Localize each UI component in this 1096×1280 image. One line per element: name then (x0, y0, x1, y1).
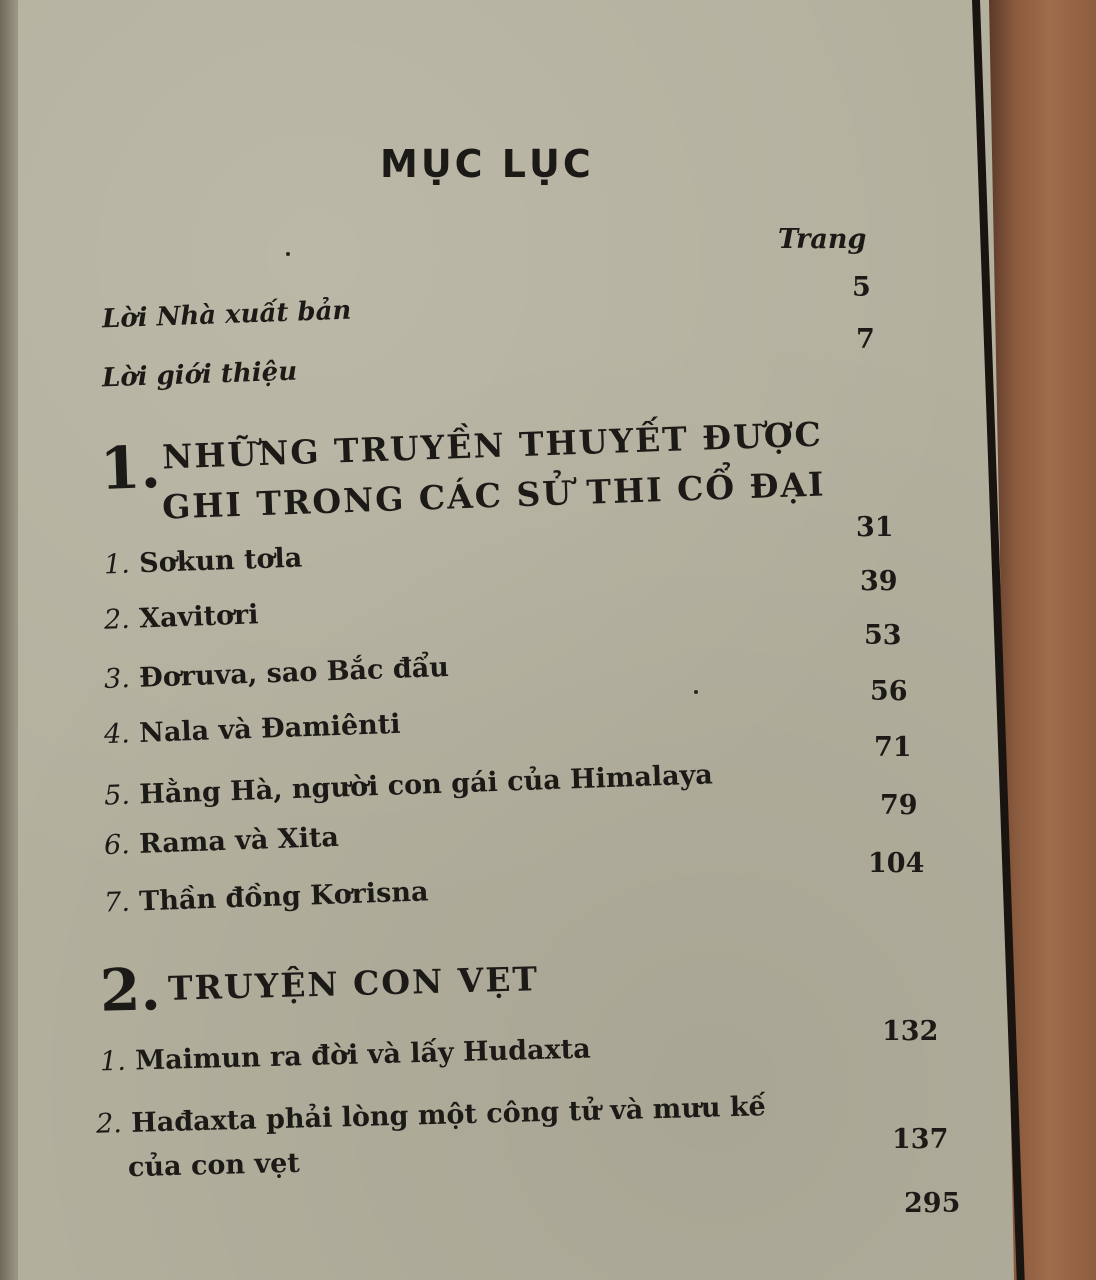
part-title-line1: TRUYỆN CON VẸT (167, 959, 540, 1008)
entry-label: Sơkun tơla (138, 542, 303, 580)
entry-index: 6. (103, 829, 131, 862)
part-title-line2: GHI TRONG CÁC SỬ THI CỔ ĐẠI (161, 464, 827, 527)
entry-label: Hằng Hà, người con gái của Himalaya (138, 759, 714, 811)
toc-entry (104, 822, 340, 861)
part-number: 1. (98, 432, 162, 504)
entry-index: 4. (103, 718, 131, 751)
entry-label: Xavitơri (138, 599, 260, 635)
entry-label-continued: của con vẹt (127, 1147, 301, 1184)
part-number: 2. (99, 955, 162, 1025)
entry-page: 53 (864, 620, 902, 651)
entry-label: Hađaxta phải lòng một công tử và mưu kế (130, 1091, 767, 1139)
part-title-line1: NHỮNG TRUYỀN THUYẾT ĐƯỢC (161, 414, 824, 477)
entry-label: Đơruva, sao Bắc đẩu (138, 651, 450, 694)
entry-index: 2. (103, 603, 131, 636)
last-page-number: 295 (904, 1188, 961, 1219)
entry-label: Thần đồng Kơrisna (138, 876, 429, 918)
entry-page: 137 (892, 1124, 949, 1155)
entry-page: 132 (882, 1016, 939, 1047)
entry-index: 7. (103, 886, 131, 919)
speck-mark (694, 690, 698, 694)
speck-mark (286, 252, 290, 256)
toc-entry (104, 709, 401, 750)
entry-label: Maimun ra đời và lấy Hudaxta (134, 1033, 592, 1077)
entry-page: 104 (868, 848, 925, 879)
entry-index: 2. (95, 1108, 123, 1140)
entry-page: 39 (860, 566, 898, 597)
entry-page: 79 (880, 790, 918, 821)
entry-index: 5. (103, 779, 131, 812)
front-matter-page: 5 (852, 272, 871, 303)
toc-entry (100, 1034, 591, 1078)
toc-title: MỤC LỤC (380, 142, 594, 186)
toc-entry (96, 1091, 766, 1140)
entry-index: 1. (99, 1045, 127, 1078)
toc-entry (104, 652, 450, 695)
front-matter-label: Lời giới thiệu (101, 356, 298, 394)
page-column-header: Trang (778, 224, 867, 255)
entry-page: 31 (856, 512, 894, 543)
entry-page: 56 (870, 676, 908, 707)
entry-label: Rama và Xita (138, 821, 340, 860)
toc-entry (104, 543, 303, 581)
entry-index: 3. (103, 663, 131, 696)
front-matter-label: Lời Nhà xuất bản (101, 295, 352, 335)
entry-label: Nala và Đamiênti (138, 708, 401, 749)
toc-entry (104, 876, 429, 918)
toc-entry (104, 759, 714, 811)
front-matter-page: 7 (856, 324, 875, 355)
entry-index: 1. (103, 548, 131, 581)
entry-page: 71 (874, 732, 912, 763)
toc-entry (104, 599, 260, 635)
